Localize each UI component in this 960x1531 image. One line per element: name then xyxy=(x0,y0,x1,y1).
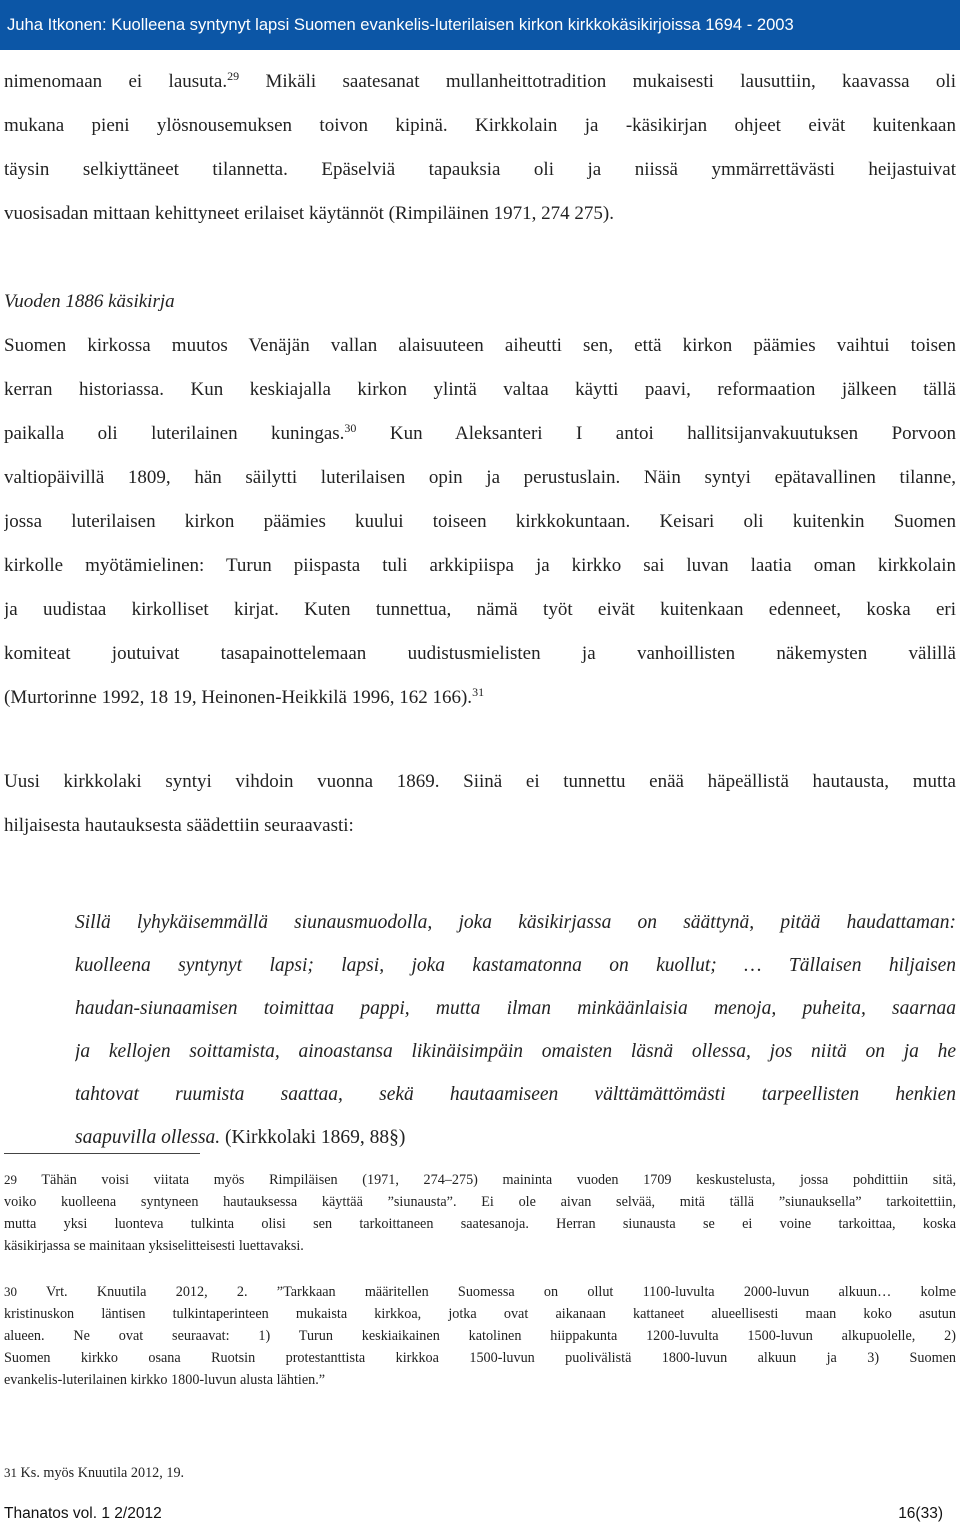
footnote-29 xyxy=(4,1169,956,1257)
quote-citation: (Kirkkolaki 1869, 88§) xyxy=(220,1127,406,1148)
text-line: ja uudistaa kirkolliset kirjat. Kuten tunnettua, nämä työt eivät kuitenkaan edenneet, koska eri xyxy=(4,599,956,620)
text-line xyxy=(4,412,956,456)
text-line xyxy=(4,676,956,720)
footnote-line: Suomen kirkko osana Ruotsin protestanttista kirkkoa 1500-luvun puolivälistä 1800-luvun alkuun ja 3) Suomen xyxy=(4,1350,956,1366)
footnote-number: 30 xyxy=(4,1284,17,1299)
journal-info: Thanatos vol. 1 2/2012 xyxy=(4,1505,162,1522)
text-span: paikalla oli luterilainen kuningas. xyxy=(4,423,345,444)
footnote-30 xyxy=(4,1281,956,1391)
text-span: Tähän voisi viitata myös Rimpiläisen (1971, 274–275) maininta vuoden 1709 keskustelusta, jossa pohdittiin sitä, xyxy=(17,1172,956,1188)
footnote-line: mutta yksi luonteva tulkinta olisi sen tarkoittaneen saatesanoja. Herran siunausta se ei voine tarkoittaa, koska xyxy=(4,1216,956,1232)
text-span: Vrt. Knuutila 2012, 2. ”Tarkkaan määritellen Suomessa on ollut 1100-luvulta 2000-luvun alkuun… kolme xyxy=(17,1284,956,1300)
text-line xyxy=(4,60,956,104)
footnote-line: evankelis-luterilainen kirkko 1800-luvun alusta lähtien.” xyxy=(4,1372,326,1388)
quote-line: Sillä lyhykäisemmällä siunausmuodolla, joka käsikirjassa on säättynä, pitää haudattaman: xyxy=(75,912,956,933)
footnote-line: alueen. Ne ovat seuraavat: 1) Turun keskiaikainen katolinen hiippakunta 1200-luvulta 1500-luvun alkupuolelle, 2) xyxy=(4,1328,956,1344)
text-line: kerran historiassa. Kun keskiajalla kirkon ylintä valtaa käytti paavi, reformaation jälkeen tällä xyxy=(4,379,956,400)
paragraph-3 xyxy=(4,760,956,848)
text-line: mukana pieni ylösnousemuksen toivon kipinä. Kirkkolain ja -käsikirjan ohjeet eivät kuitenkaan xyxy=(4,115,956,136)
footnote-line: kristinuskon läntisen tulkintaperinteen mukaista kirkkoa, jotka ovat aikanaan kattaneet alueellisesti maan koko asutun xyxy=(4,1306,956,1322)
text-span: (Murtorinne 1992, 18 19, Heinonen-Heikkilä 1996, 162 166). xyxy=(4,687,473,708)
text-line: Uusi kirkkolaki syntyi vihdoin vuonna 1869. Siinä ei tunnettu enää häpeällistä hautausta, mutta xyxy=(4,771,956,792)
footnote-line xyxy=(4,1169,956,1191)
footnote-number: 31 xyxy=(4,1465,17,1480)
block-quote xyxy=(75,901,956,1159)
footnote-ref-31[interactable]: 31 xyxy=(472,685,485,699)
text-span: saapuvilla ollessa. xyxy=(75,1127,221,1148)
text-line: Suomen kirkossa muutos Venäjän vallan alaisuuteen aiheutti sen, että kirkon päämies vaihtui toisen xyxy=(4,335,956,356)
text-line: komiteat joutuivat tasapainottelemaan uudistusmielisten ja vanhoillisten näkemysten välillä xyxy=(4,643,956,664)
text-line: kirkolle myötämielinen: Turun piispasta tuli arkkipiispa ja kirkko sai luvan laatia oman kirkkolain xyxy=(4,555,956,576)
paragraph-2 xyxy=(4,324,956,720)
running-title: Juha Itkonen: Kuolleena syntynyt lapsi Suomen evankelis-luterilaisen kirkon kirkkokäsikirjoissa 1694 - 2003 xyxy=(7,15,794,34)
quote-line: haudan-siunaamisen toimittaa pappi, mutta ilman minkäänlaisia menoja, puheita, saarnaa xyxy=(75,998,956,1019)
paragraph-1 xyxy=(4,60,956,236)
footnote-line: käsikirjassa se mainitaan yksiselitteisesti luettavaksi. xyxy=(4,1238,304,1254)
footnote-number: 29 xyxy=(4,1172,17,1187)
quote-line: ja kellojen soittamista, ainoastansa likinäisimpäin omaisten läsnä ollessa, jos niitä on ja he xyxy=(75,1041,956,1062)
quote-line xyxy=(75,1116,956,1159)
quote-line: kuolleena syntynyt lapsi; lapsi, joka kastamatonna on kuollut; … Tällaisen hiljaisen xyxy=(75,955,956,976)
text-span: Mikäli saatesanat mullanheittotradition mukaisesti lausuttiin, kaavassa oli xyxy=(239,71,956,92)
text-span: Kun Aleksanteri I antoi hallitsijanvakuutuksen Porvoon xyxy=(389,423,956,444)
text-line: täysin selkiyttäneet tilannetta. Epäselviä tapauksia oli ja niissä ymmärrettävästi heijastuivat xyxy=(4,159,956,180)
section-heading xyxy=(4,280,956,324)
section-heading-text: Vuoden 1886 käsikirja xyxy=(4,291,175,312)
footnote-divider xyxy=(4,1153,200,1154)
text-span: Ks. myös Knuutila 2012, 19. xyxy=(17,1465,185,1481)
text-line: jossa luterilaisen kirkon päämies kuului toiseen kirkkokuntaan. Keisari oli kuitenkin Suomen xyxy=(4,511,956,532)
running-header xyxy=(0,0,960,50)
text-line: valtiopäivillä 1809, hän säilytti luterilaisen opin ja perustuslain. Näin syntyi epätavallinen tilanne, xyxy=(4,467,956,488)
text-line: hiljaisesta hautauksesta säädettiin seuraavasti: xyxy=(4,815,354,836)
footnote-line: voiko kuolleena syntyneen hautauksessa käyttää ”siunausta”. Ei ole aivan selvää, mitä tällä ”siunauksella” tarkoitettiin, xyxy=(4,1194,956,1210)
footnote-ref-29[interactable]: 29 xyxy=(227,69,240,83)
page-footer xyxy=(4,1505,956,1527)
quote-line: tahtovat ruumista saattaa, sekä hautaamiseen välttämättömästi tarpeellisten henkien xyxy=(75,1084,956,1105)
footnote-ref-30[interactable]: 30 xyxy=(344,421,357,435)
footnote-line xyxy=(4,1462,956,1484)
page-number: 16(33) xyxy=(898,1505,943,1522)
footnote-line xyxy=(4,1281,956,1303)
text-line: vuosisadan mittaan kehittyneet erilaiset käytännöt (Rimpiläinen 1971, 274 275). xyxy=(4,203,614,224)
footnote-31 xyxy=(4,1462,956,1484)
text-span: nimenomaan ei lausuta. xyxy=(4,71,228,92)
